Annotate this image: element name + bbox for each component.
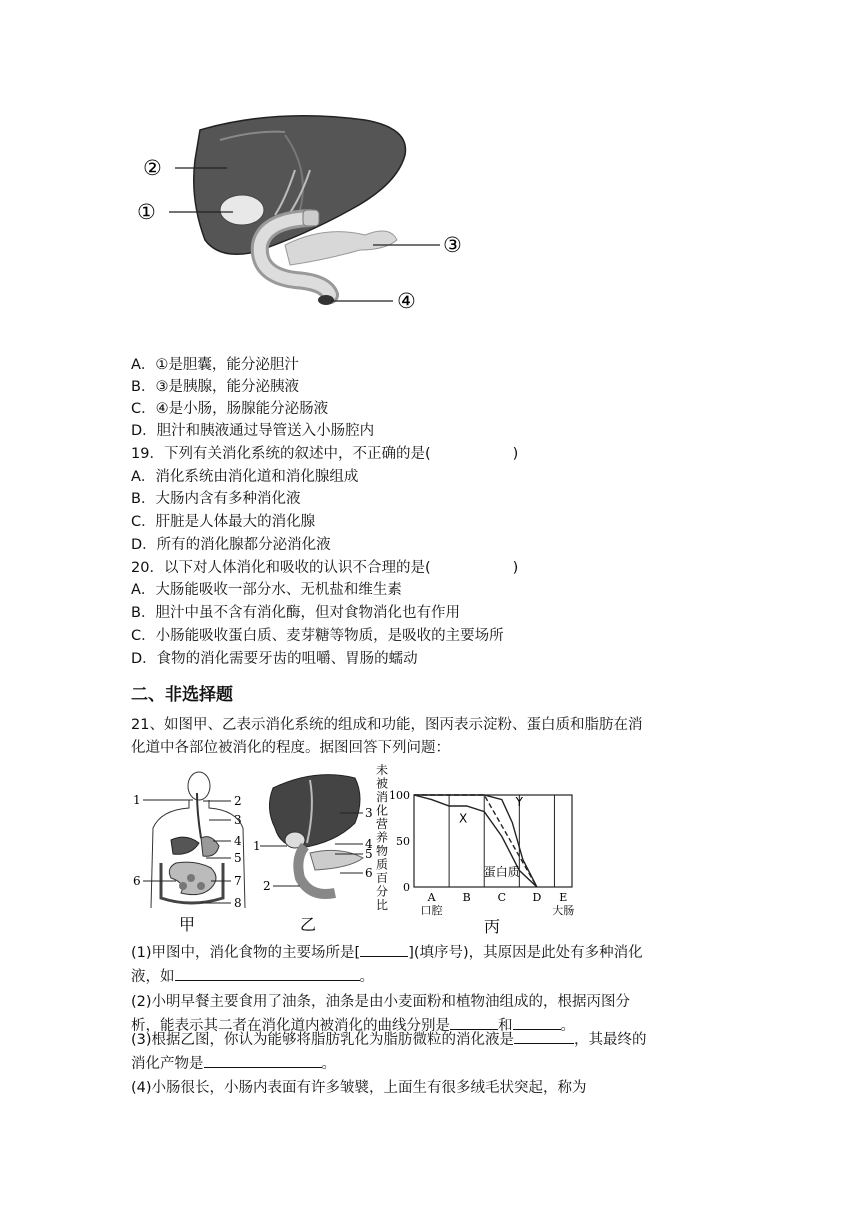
figure-jia [131, 768, 251, 938]
q20-option-a: A．大肠能吸收一部分水、无机盐和维生素 [131, 582, 402, 598]
q19-stem: 19．下列有关消化系统的叙述中，不正确的是( ) [131, 446, 519, 462]
q18-option-b: B．③是胰腺，能分泌胰液 [131, 379, 299, 395]
blank-3-1[interactable] [514, 1029, 574, 1044]
annotation-x: X [459, 811, 468, 826]
jia-num-6: 6 [133, 874, 141, 888]
y-label-char: 养 [375, 830, 389, 845]
q21-part4: (4)小肠很长，小肠内表面有许多皱襞，上面生有很多绒毛状突起，称为 [131, 1080, 587, 1096]
x-tick-label: C [497, 891, 506, 904]
chart-axes [389, 789, 572, 894]
jia-num-5: 5 [234, 851, 242, 865]
pancreas-shape [285, 231, 397, 265]
label-4: ④ [397, 289, 416, 313]
figure-yi [255, 768, 380, 938]
q18-option-d: D．胆汁和胰液通过导管送入小肠腔内 [131, 423, 375, 439]
q21-intro-line1: 21、如图甲、乙表示消化系统的组成和功能，图丙表示淀粉、蛋白质和脂肪在消 [131, 717, 643, 733]
x-sublabel: 大肠 [552, 904, 575, 917]
section-title: 二、非选择题 [131, 685, 233, 705]
y-tick-label: 0 [403, 881, 410, 894]
label-2: ② [143, 156, 162, 180]
yi-num-2: 2 [263, 879, 271, 893]
x-tick-label: D [532, 891, 542, 904]
jia-num-1: 1 [133, 793, 141, 807]
q20-option-d: D．食物的消化需要牙齿的咀嚼、胃肠的蠕动 [131, 651, 418, 667]
q21-part2: (2)小明早餐主要食用了油条，油条是由小麦面粉和植物油组成的，根据丙图分 析，能表示其二者在消化道内被消化的曲线分别是 和 。 [131, 994, 631, 1034]
label-3: ③ [443, 233, 462, 257]
q21-intro-line2: 化道中各部位被消化的程度。据图回答下列问题： [131, 740, 450, 756]
y-label-char: 百 [375, 871, 389, 885]
x-tick-label: B [462, 891, 471, 904]
yi-num-4: 4 [365, 837, 373, 851]
y-label-char: 消 [375, 790, 389, 804]
q21-part3: (3)根据乙图，你认为能够将脂肪乳化为脂肪微粒的消化液是 ，其最终的 消化产物是 。 [131, 1028, 731, 1076]
q19-option-b: B．大肠内含有多种消化液 [131, 491, 301, 507]
y-tick-label: 50 [396, 835, 410, 848]
blank-1-1[interactable] [360, 942, 408, 957]
caption-bing: 丙 [484, 917, 501, 936]
chart-ylabel [376, 762, 388, 912]
jia-num-8: 8 [234, 896, 242, 910]
blank-1-2[interactable] [175, 966, 360, 981]
figure-bing-chart [372, 762, 582, 940]
liver-figure [135, 100, 495, 330]
q18-option-a: A．①是胆囊，能分泌胆汁 [131, 357, 299, 373]
jia-num-7: 7 [234, 874, 242, 888]
yi-num-1: 1 [253, 839, 261, 853]
y-label-char: 质 [375, 857, 389, 872]
gallbladder-shape [220, 195, 264, 225]
y-label-char: 被 [375, 776, 389, 791]
label-1: ① [137, 200, 156, 224]
chart-labels [421, 795, 575, 917]
yi-num-5: 5 [365, 847, 373, 861]
q19-option-a: A．消化系统由消化道和消化腺组成 [131, 469, 359, 485]
x-tick-label: A [427, 891, 436, 904]
annotation-y: Y [515, 795, 524, 810]
q18-option-c: C．④是小肠，肠腺能分泌肠液 [131, 401, 329, 417]
jia-num-4: 4 [234, 834, 242, 848]
annotation-protein: 蛋白质 [483, 864, 520, 879]
y-label-char: 未 [375, 763, 389, 777]
y-label-char: 化 [375, 803, 389, 818]
y-label-char: 分 [375, 884, 389, 899]
caption-yi: 乙 [300, 915, 317, 934]
jia-num-3: 3 [234, 813, 242, 827]
caption-jia: 甲 [179, 915, 196, 934]
y-label-char: 物 [375, 844, 389, 858]
y-label-char: 营 [375, 817, 389, 831]
yi-num-3: 3 [365, 806, 373, 820]
y-label-char: 比 [375, 898, 389, 912]
blank-3-2[interactable] [204, 1053, 322, 1068]
x-sublabel: 口腔 [420, 904, 443, 917]
y-tick-label: 100 [389, 789, 410, 802]
q21-part1: (1)甲图中，消化食物的主要场所是[ ](填序号)，其原因是此处有多种消化 液，如 。 [131, 941, 731, 989]
jia-num-2: 2 [234, 794, 242, 808]
q19-option-c: C．肝脏是人体最大的消化腺 [131, 514, 316, 530]
q20-stem: 20．以下对人体消化和吸收的认识不合理的是( ) [131, 560, 519, 576]
q20-option-b: B．胆汁中虽不含有消化酶，但对食物消化也有作用 [131, 605, 460, 621]
q20-option-c: C．小肠能吸收蛋白质、麦芽糖等物质，是吸收的主要场所 [131, 628, 504, 644]
q19-option-d: D．所有的消化腺都分泌消化液 [131, 537, 331, 553]
yi-num-6: 6 [365, 866, 373, 880]
x-tick-label: E [559, 891, 568, 904]
